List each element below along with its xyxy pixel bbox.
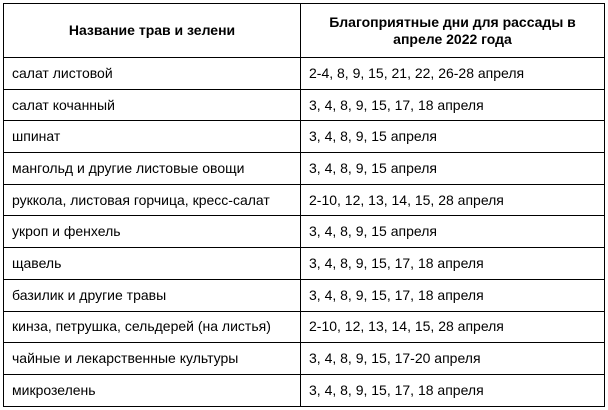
favorable-days-cell: 3, 4, 8, 9, 15, 17, 18 апреля — [301, 248, 605, 280]
favorable-days-cell: 2-4, 8, 9, 15, 21, 22, 26-28 апреля — [301, 58, 605, 90]
favorable-days-cell: 3, 4, 8, 9, 15 апреля — [301, 153, 605, 185]
herb-name-cell: чайные и лекарственные культуры — [4, 343, 301, 375]
table-row — [4, 248, 605, 280]
table-row — [4, 58, 605, 90]
herb-name-cell: шпинат — [4, 121, 301, 153]
table-row — [4, 279, 605, 311]
header-favorable-days: Благоприятные дни для рассады в апреле 2022 года — [301, 4, 605, 58]
herb-name-cell: салат кочанный — [4, 89, 301, 121]
table-row — [4, 343, 605, 375]
favorable-days-cell: 3, 4, 8, 9, 15 апреля — [301, 216, 605, 248]
herb-name-cell: руккола, листовая горчица, кресс-салат — [4, 184, 301, 216]
herb-name-cell: кинза, петрушка, сельдерей (на листья) — [4, 311, 301, 343]
planting-calendar-table — [3, 3, 605, 407]
table-header — [4, 4, 605, 58]
favorable-days-cell: 2-10, 12, 13, 14, 15, 28 апреля — [301, 184, 605, 216]
header-herb-name: Название трав и зелени — [4, 4, 301, 58]
favorable-days-cell: 2-10, 12, 13, 14, 15, 28 апреля — [301, 311, 605, 343]
table-row — [4, 311, 605, 343]
table-body — [4, 58, 605, 407]
herb-name-cell: мангольд и другие листовые овощи — [4, 153, 301, 185]
favorable-days-cell: 3, 4, 8, 9, 15, 17, 18 апреля — [301, 374, 605, 406]
table-row — [4, 121, 605, 153]
favorable-days-cell: 3, 4, 8, 9, 15, 17-20 апреля — [301, 343, 605, 375]
table-row — [4, 153, 605, 185]
favorable-days-cell: 3, 4, 8, 9, 15, 17, 18 апреля — [301, 89, 605, 121]
herb-name-cell: салат листовой — [4, 58, 301, 90]
header-row — [4, 4, 605, 58]
table-row — [4, 89, 605, 121]
herb-name-cell: базилик и другие травы — [4, 279, 301, 311]
table-row — [4, 184, 605, 216]
herb-name-cell: щавель — [4, 248, 301, 280]
table-row — [4, 374, 605, 406]
favorable-days-cell: 3, 4, 8, 9, 15, 17, 18 апреля — [301, 279, 605, 311]
herb-name-cell: микрозелень — [4, 374, 301, 406]
table-row — [4, 216, 605, 248]
favorable-days-cell: 3, 4, 8, 9, 15 апреля — [301, 121, 605, 153]
herb-name-cell: укроп и фенхель — [4, 216, 301, 248]
